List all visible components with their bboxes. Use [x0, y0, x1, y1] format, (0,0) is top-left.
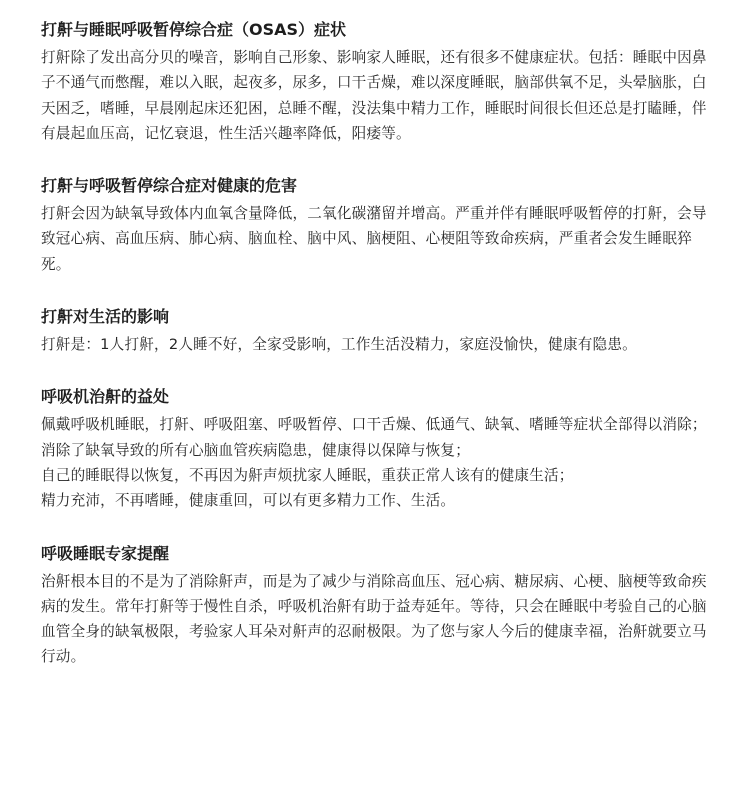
section-heading: 打鼾与睡眠呼吸暂停综合症（OSAS）症状	[41, 20, 347, 39]
section-health-hazards	[41, 173, 720, 277]
section-paragraph: 佩戴呼吸机睡眠，打鼾、呼吸阻塞、呼吸暂停、口干舌燥、低通气、缺氧、嗜睡等症状全部得以消除；	[41, 416, 707, 434]
section-heading: 打鼾与呼吸暂停综合症对健康的危害	[41, 176, 298, 196]
section-paragraph: 打鼾除了发出高分贝的噪音，影响自己形象、影响家人睡眠，还有很多不健康症状。包括：睡眠中因鼻子不通气而憋醒，难以入眠，起夜多，尿多，口干舌燥，难以深度睡眠，脑部供氧不足，头晕脑胀，白天困乏，嗜睡，早晨刚起床还犯困，总睡不醒，没法集中精力工作，睡眠时间很长但还总是打瞌睡，伴有晨起血压高，记忆衰退，性生活兴趣率降低，阳痿等。	[41, 49, 707, 142]
section-heading: 呼吸睡眠专家提醒	[41, 543, 170, 563]
section-osas-symptoms	[41, 17, 720, 146]
section-expert-reminder	[41, 541, 720, 670]
section-paragraph: 打鼾会因为缺氧导致体内血氧含量降低，二氧化碳潴留并增高。严重并伴有睡眠呼吸暂停的打鼾，会导致冠心病、高血压病、肺心病、脑血栓、脑中风、脑梗阻、心梗阻等致命疾病，严重者会发生睡眠猝死。	[41, 205, 707, 273]
section-paragraph: 治鼾根本目的不是为了消除鼾声，而是为了减少与消除高血压、冠心病、糖尿病、心梗、脑梗等致命疾病的发生。常年打鼾等于慢性自杀，呼吸机治鼾有助于益寿延年。等待，只会在睡眠中考验自己的心脑血管全身的缺氧极限，考验家人耳朵对鼾声的忍耐极限。为了您与家人今后的健康幸福，治鼾就要立马行动。	[41, 572, 707, 666]
section-heading: 打鼾对生活的影响	[41, 307, 170, 327]
section-paragraph: 精力充沛，不再嗜睡，健康重回，可以有更多精力工作、生活。	[41, 492, 456, 510]
section-life-impact	[41, 304, 720, 357]
section-heading: 呼吸机治鼾的益处	[41, 387, 170, 407]
section-paragraph: 自己的睡眠得以恢复，不再因为鼾声烦扰家人睡眠，重获正常人该有的健康生活；	[41, 466, 574, 484]
section-ventilator-benefits	[41, 384, 720, 513]
section-paragraph: 打鼾是：1人打鼾，2人睡不好，全家受影响，工作生活没精力，家庭没愉快，健康有隐患。	[41, 336, 637, 354]
section-paragraph: 消除了缺氧导致的所有心脑血管疾病隐患，健康得以保障与恢复；	[41, 441, 471, 459]
